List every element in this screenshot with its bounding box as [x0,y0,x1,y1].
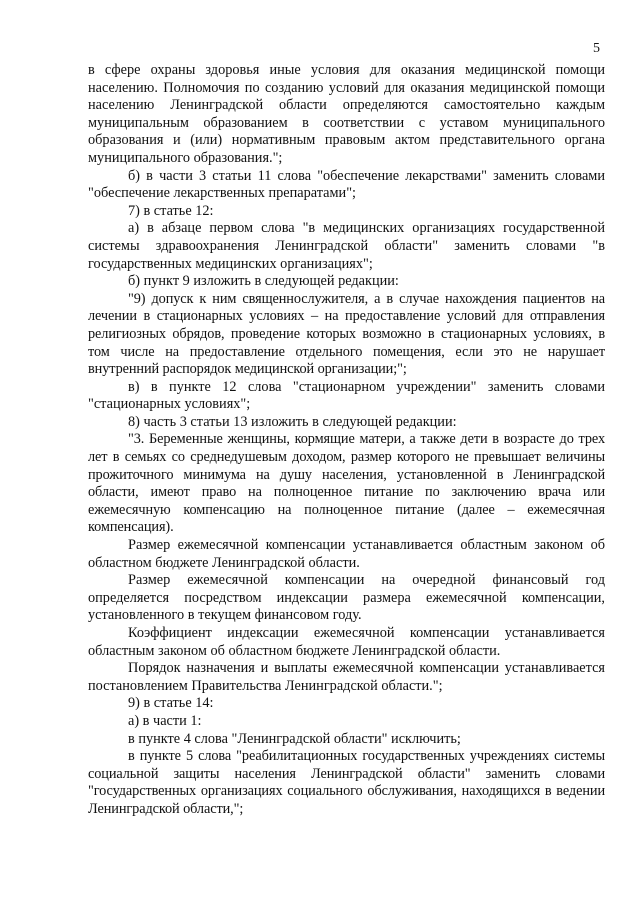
paragraph: в) в пункте 12 слова "стационарном учреждении" заменить словами "стационарных условиях"; [88,378,605,413]
paragraph: Размер ежемесячной компенсации на очередной финансовый год определяется посредством индексации размера ежемесячной компенсации, установленного в текущем финансовом году. [88,572,605,624]
paragraph: Размер ежемесячной компенсации устанавливается областным законом об областном бюджете Ленинградской области. [88,537,605,571]
paragraph: "9) допуск к ним священнослужителя, а в случае нахождения пациентов на лечении в стационарных условиях – на предоставление условий для отправления религиозных обрядов, проведение которых возможно в стационарных условиях, в том числе на предоставление отдельного помещения, если это не нарушает внутренний распорядок медицинской организации;"; [88,290,605,378]
paragraph: в пункте 4 слова "Ленинградской области" исключить; [128,730,461,747]
paragraph: а) в части 1: [128,712,202,729]
paragraph: 7) в статье 12: [128,202,214,219]
paragraph: 9) в статье 14: [128,695,214,712]
document-body [88,62,605,819]
page-number: 5 [593,41,600,56]
paragraph: б) в части 3 статьи 11 слова "обеспечение лекарствами" заменить словами "обеспечение лекарственных препаратами"; [88,167,605,202]
paragraph: в пункте 5 слова "реабилитационных государственных учреждениях системы социальной защиты населения Ленинградской области" заменить словами "государственных организациях социального обслуживания, находящихся в ведении Ленинградской области,"; [88,748,605,817]
paragraph: "3. Беременные женщины, кормящие матери, а также дети в возрасте до трех лет в семьях со среднедушевым доходом, размер которого не превышает величины прожиточного минимума на душу населения, установленной в Ленинградской области, имеют право на полноценное питание по заключению врача или ежемесячную компенсацию на полноценное питание (далее – ежемесячная компенсация). [88,431,605,536]
paragraph: б) пункт 9 изложить в следующей редакции: [128,273,399,290]
paragraph: Коэффициент индексации ежемесячной компенсации устанавливается областным законом об областном бюджете Ленинградской области. [88,625,605,659]
paragraph: Порядок назначения и выплаты ежемесячной компенсации устанавливается постановлением Правительства Ленинградской области."; [88,660,605,694]
paragraph: а) в абзаце первом слова "в медицинских организациях государственной системы здравоохранения Ленинградской области" заменить словами "в государственных медицинских организациях"; [88,220,605,272]
paragraph: в сфере охраны здоровья иные условия для оказания медицинской помощи населению. Полномочия по созданию условий для оказания медицинской помощи населению Ленинградской области определяются самостоятельно каждым муниципальным образованием в соответствии с уставом муниципального образования и (или) нормативным правовым актом представительного органа муниципального образования."; [88,62,605,166]
paragraph: 8) часть 3 статьи 13 изложить в следующей редакции: [128,413,457,430]
